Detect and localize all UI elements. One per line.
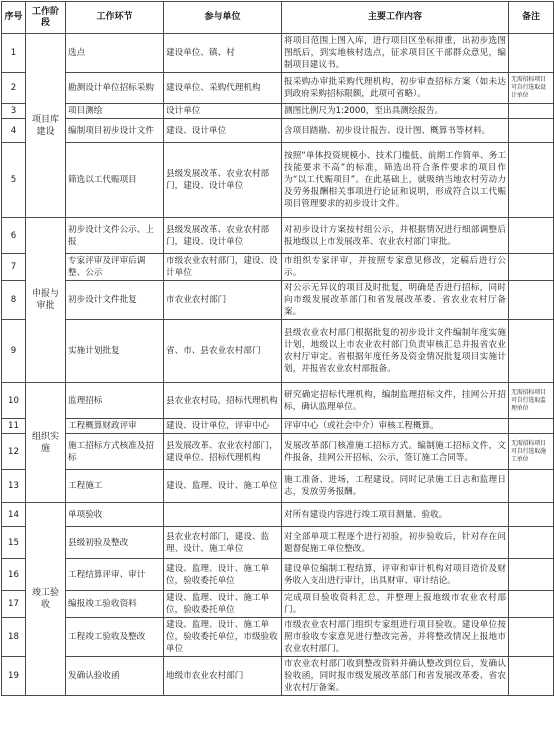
- row-step: 工程概算财政评审: [66, 419, 164, 434]
- row-content: 报采购办审批采购代理机构，初步审查招标方案（如未达到政府采购招标限额，此项可省略）。: [282, 73, 509, 104]
- row-step: 编制项目初步设计文件: [66, 119, 164, 143]
- row-step: 县级初验及整改: [66, 527, 164, 559]
- row-seq: 16: [2, 559, 26, 591]
- row-step: 工程竣工验收及整改: [66, 618, 164, 657]
- row-step: 选点: [66, 34, 164, 73]
- row-step: 工程施工: [66, 470, 164, 503]
- table-row: [2, 618, 554, 657]
- table-row: [2, 591, 554, 618]
- row-content: 按照“单体投资规模小、技术门槛低、前期工作简单、务工技能要求不高”的标准，筛选出符合条件要求的项目作为“以工代赈项目”。在此基础上，就吸纳当地农村劳动力及劳务报酬相关事项进行论证和说明，形成符合以工代赈项目管理要求的初步设计文件。: [282, 143, 509, 218]
- table-row: [2, 218, 554, 254]
- row-seq: 10: [2, 383, 26, 419]
- row-content: 施工准备、进场，工程建设。同时记录施工日志和监理日志，发放劳务报酬。: [282, 470, 509, 503]
- row-content: 研究确定招标代理机构，编制监理招标文件，挂网公开招标，确认监理单位。: [282, 383, 509, 419]
- table-row: [2, 73, 554, 104]
- row-units: 市级农业农村部门，建设、设计单位: [164, 254, 282, 281]
- row-note: 无需招标项目可自行选取施工单位: [509, 434, 554, 470]
- row-units: 县发展改革、农业农村部门，建设单位、招标代理机构: [164, 434, 282, 470]
- row-seq: 14: [2, 503, 26, 527]
- table-row: [2, 503, 554, 527]
- row-note: [509, 254, 554, 281]
- row-content: 建设单位编制工程结算，评审和审计机构对项目造价及财务收入支出进行审计，出具财审、审计结论。: [282, 559, 509, 591]
- row-step: 初步设计文件批复: [66, 281, 164, 320]
- table-body: [2, 34, 554, 696]
- row-seq: 4: [2, 119, 26, 143]
- row-units: 市农业农村部门: [164, 281, 282, 320]
- header-step: 工作环节: [66, 2, 164, 34]
- row-note: 无需招标项目可自行选取监理单位: [509, 383, 554, 419]
- row-step: 施工招标方式核准及招标: [66, 434, 164, 470]
- row-content: 市农业农村部门收到整改资料并确认整改到位后，发确认验收函，同时报市级发展改革部门和省发展改革委、省农业农村厅备案。: [282, 657, 509, 696]
- row-units: 建设、监理、设计、施工单位: [164, 470, 282, 503]
- row-units: 建设、监理、设计、施工单位，验收委托单位: [164, 591, 282, 618]
- header-stage: 工作阶段: [26, 2, 66, 34]
- row-units: 建设单位、采购代理机构: [164, 73, 282, 104]
- row-content: 对初步设计方案按村组公示，并根据情况进行细部调整后报地级以上市发展改革、农业农村部门审批。: [282, 218, 509, 254]
- row-note: [509, 618, 554, 657]
- row-step: 勘测设计单位招标采购: [66, 73, 164, 104]
- row-note: [509, 104, 554, 119]
- row-step: 编报竣工验收资料: [66, 591, 164, 618]
- stage-name: 竣工验收: [26, 503, 66, 696]
- row-seq: 6: [2, 218, 26, 254]
- row-seq: 18: [2, 618, 26, 657]
- table-row: [2, 143, 554, 218]
- row-note: 无需招标项目可自行选取设计单位: [509, 73, 554, 104]
- row-step: 筛选以工代赈项目: [66, 143, 164, 218]
- row-step: 初步设计文件公示、上报: [66, 218, 164, 254]
- row-content: 发展改革部门核准施工招标方式。编制施工招标文件，文件报备，挂网公开招标，公示，签订施工合同等。: [282, 434, 509, 470]
- row-content: 将项目范围上图入库，进行项目区坐标排重，出初步选图图纸后，到实地核村选点，征求项目区干部群众意见，编制项目建议书。: [282, 34, 509, 73]
- row-units: 建设单位、镇、村: [164, 34, 282, 73]
- row-step: 监理招标: [66, 383, 164, 419]
- row-units: 建设、监理、设计、施工单位，验收委托单位: [164, 559, 282, 591]
- stage-name: 申报与审批: [26, 218, 66, 383]
- row-units: 设计单位: [164, 104, 282, 119]
- row-note: [509, 657, 554, 696]
- row-content: 市级农业农村部门组织专家组进行项目验收。建设单位按照市验收专家意见进行整改完善，并将整改情况上报地市农业农村部门。: [282, 618, 509, 657]
- row-step: 发确认验收函: [66, 657, 164, 696]
- row-note: [509, 218, 554, 254]
- row-seq: 7: [2, 254, 26, 281]
- table-row: [2, 34, 554, 73]
- row-seq: 17: [2, 591, 26, 618]
- row-seq: 12: [2, 434, 26, 470]
- work-stage-table: [1, 1, 554, 696]
- header-content: 主要工作内容: [282, 2, 509, 34]
- table-row: [2, 320, 554, 383]
- row-note: [509, 34, 554, 73]
- row-seq: 11: [2, 419, 26, 434]
- row-content: 完成项目验收资料汇总，并整理上报地级市农业农村部门。: [282, 591, 509, 618]
- row-units: 县农业农村局，招标代理机构: [164, 383, 282, 419]
- row-step: 工程结算评审、审计: [66, 559, 164, 591]
- row-units: 县农业农村部门，建设、监理、设计、施工单位: [164, 527, 282, 559]
- row-note: [509, 470, 554, 503]
- row-units: [164, 503, 282, 527]
- header-seq: 序号: [2, 2, 26, 34]
- row-seq: 8: [2, 281, 26, 320]
- table-row: [2, 434, 554, 470]
- table-row: [2, 119, 554, 143]
- row-units: 地级市农业农村部门: [164, 657, 282, 696]
- row-seq: 3: [2, 104, 26, 119]
- table-header-row: [2, 2, 554, 34]
- table-row: [2, 657, 554, 696]
- row-step: 单项验收: [66, 503, 164, 527]
- row-units: 建设、监理、设计、施工单位，验收委托单位，市级验收单位: [164, 618, 282, 657]
- row-seq: 5: [2, 143, 26, 218]
- table-row: [2, 559, 554, 591]
- stage-name: 项目库建设: [26, 34, 66, 218]
- row-content: 对所有建设内容进行竣工项目测量、验收。: [282, 503, 509, 527]
- row-units: 县级发展改革、农业农村部门，建设、设计单位: [164, 143, 282, 218]
- row-seq: 1: [2, 34, 26, 73]
- row-content: 市组织专家评审，并按照专家意见修改，定稿后进行公示。: [282, 254, 509, 281]
- row-seq: 2: [2, 73, 26, 104]
- row-content: 对公示无异议的项目及时批复，明确是否进行招标，同时向市级发展改革部门和省发展改革委、省农业农村厅备案。: [282, 281, 509, 320]
- row-step: 实施计划批复: [66, 320, 164, 383]
- row-seq: 15: [2, 527, 26, 559]
- row-step: 项目测绘: [66, 104, 164, 119]
- row-note: [509, 503, 554, 527]
- row-seq: 9: [2, 320, 26, 383]
- table-row: [2, 383, 554, 419]
- table-row: [2, 470, 554, 503]
- row-note: [509, 119, 554, 143]
- row-note: [509, 591, 554, 618]
- row-note: [509, 281, 554, 320]
- row-note: [509, 559, 554, 591]
- table-row: [2, 527, 554, 559]
- table-row: [2, 254, 554, 281]
- row-note: [509, 143, 554, 218]
- row-step: 专家评审及评审后调整、公示: [66, 254, 164, 281]
- row-content: 测图比例尺为1:2000，至出具测绘报告。: [282, 104, 509, 119]
- row-content: 对全部单项工程逐个进行初验，初步验收后，针对存在问题督促施工单位整改。: [282, 527, 509, 559]
- row-content: 县级农业农村部门根据批复的初步设计文件编制年度实施计划，地级以上市农业农村部门负责审核汇总并报省农业农村厅审定。省根据年度任务及资金情况批复项目实施计划，并报省农业农村部报备。: [282, 320, 509, 383]
- row-seq: 13: [2, 470, 26, 503]
- row-units: 建设、设计单位: [164, 119, 282, 143]
- row-units: 省、市、县农业农村部门: [164, 320, 282, 383]
- row-seq: 19: [2, 657, 26, 696]
- row-units: 建设、设计单位，评审中心: [164, 419, 282, 434]
- table-row: [2, 104, 554, 119]
- stage-name: 组织实施: [26, 383, 66, 503]
- row-units: 县级发展改革、农业农村部门，建设、设计单位: [164, 218, 282, 254]
- table-row: [2, 419, 554, 434]
- row-note: [509, 527, 554, 559]
- row-note: [509, 320, 554, 383]
- table-row: [2, 281, 554, 320]
- row-content: 含项目踏勘、初步设计报告、设计图、概算书等材料。: [282, 119, 509, 143]
- row-note: [509, 419, 554, 434]
- header-note: 备注: [509, 2, 554, 34]
- header-units: 参与单位: [164, 2, 282, 34]
- row-content: 评审中心（或社会中介）审核工程概算。: [282, 419, 509, 434]
